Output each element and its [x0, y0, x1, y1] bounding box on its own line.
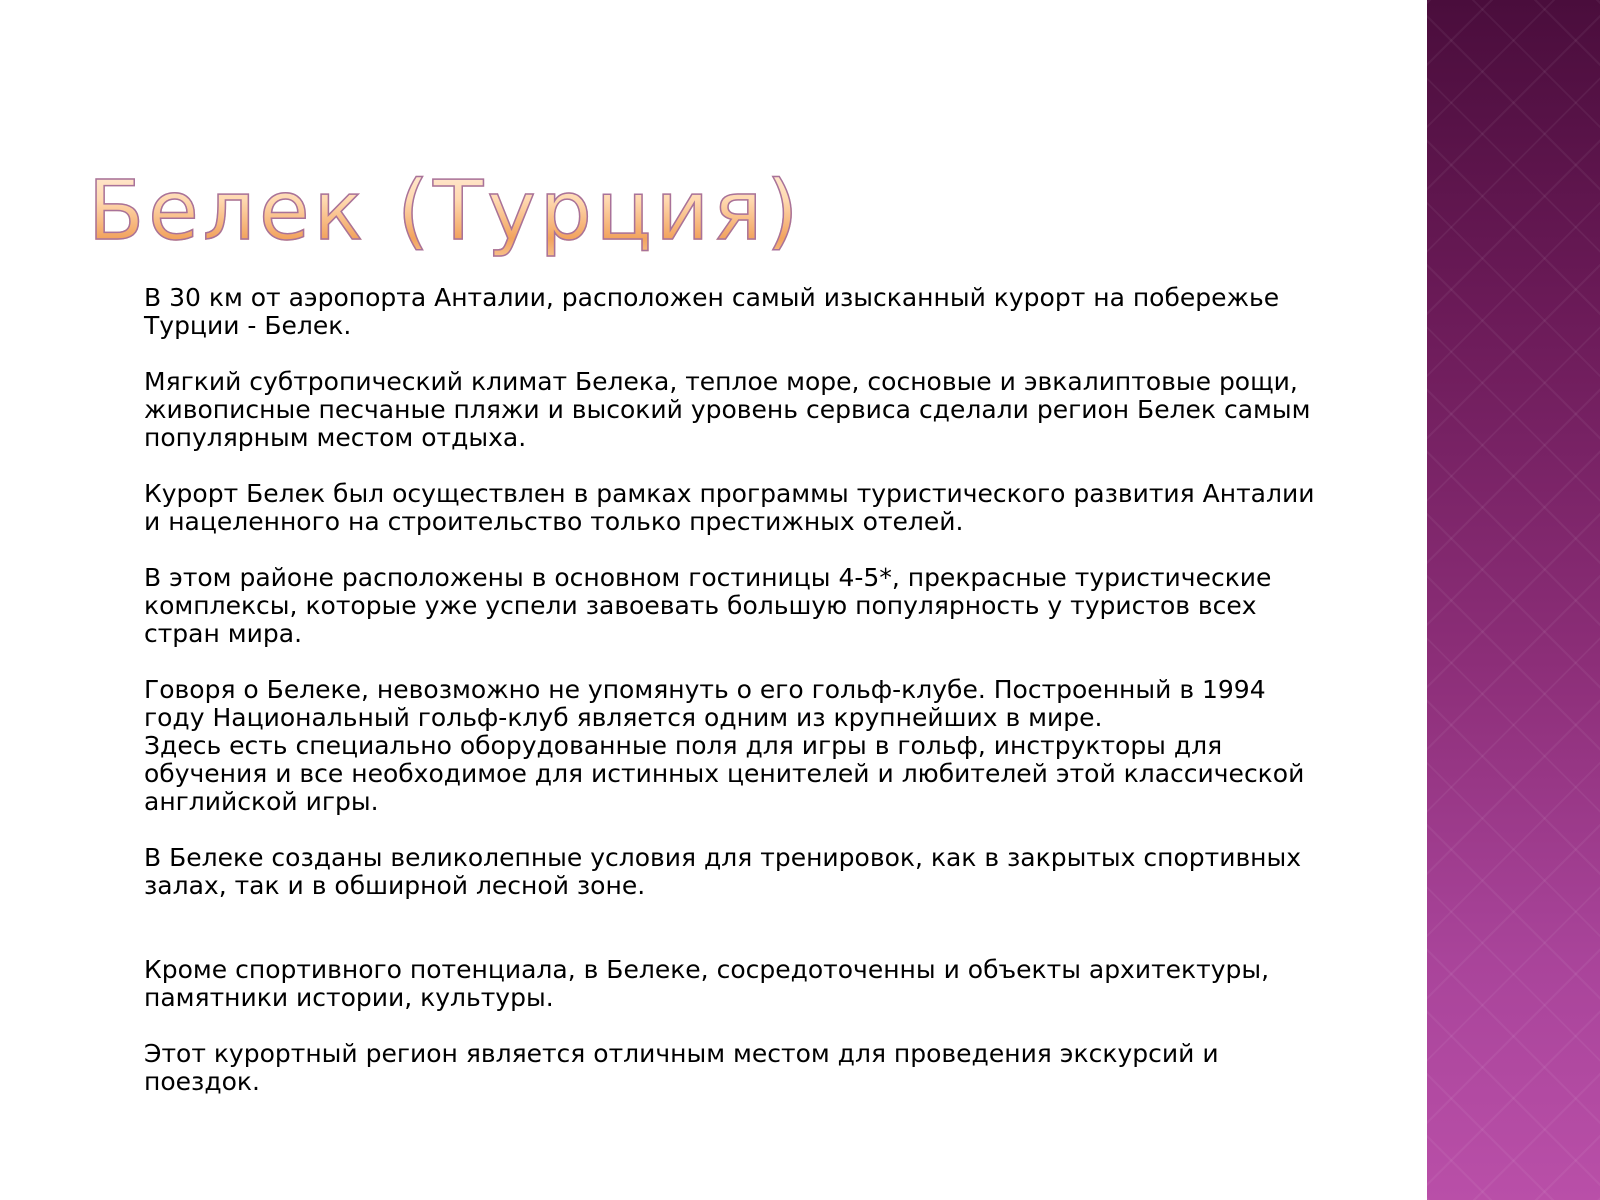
paragraph-airport: В 30 км от аэропорта Анталии, расположен самый изысканный курорт на побережье Турции - Белек. — [144, 283, 1280, 340]
paragraph-hotels: В этом районе расположены в основном гостиницы 4-5*, прекрасные туристические комплексы, которые уже успели завоевать большую популярность у туристов всех стран мира. — [144, 563, 1272, 648]
paragraph-architecture: Кроме спортивного потенциала, в Белеке, сосредоточенны и объекты архитектуры, памятники истории, культуры. — [144, 955, 1270, 1012]
paragraph-golf-fields: Здесь есть специально оборудованные поля для игры в гольф, инструкторы для обучения и все необходимое для истинных ценителей и любителей этой классической английской игры. — [144, 731, 1305, 816]
decorative-side-band — [1427, 0, 1600, 1200]
paragraph-development: Курорт Белек был осуществлен в рамках программы туристического развития Анталии и нацеленного на строительство только престижных отелей. — [144, 479, 1315, 536]
slide-title: Белек (Турция) — [88, 152, 1388, 272]
paragraph-climate: Мягкий субтропический климат Белека, теплое море, сосновые и эвкалиптовые рощи, живописные песчаные пляжи и высокий уровень сервиса сделали регион Белек самым популярным местом отдыха. — [144, 367, 1311, 452]
slide-body — [144, 284, 1344, 1096]
paragraph-training: В Белеке созданы великолепные условия для тренировок, как в закрытых спортивных залах, так и в обширной лесной зоне. — [144, 843, 1302, 900]
paragraph-golf-club: Говоря о Белеке, невозможно не упомянуть о его гольф-клубе. Построенный в 1994 году Национальный гольф-клуб является одним из крупнейших в мире. — [144, 675, 1266, 732]
paragraph-excursions: Этот курортный регион является отличным местом для проведения экскурсий и поездок. — [144, 1039, 1219, 1096]
